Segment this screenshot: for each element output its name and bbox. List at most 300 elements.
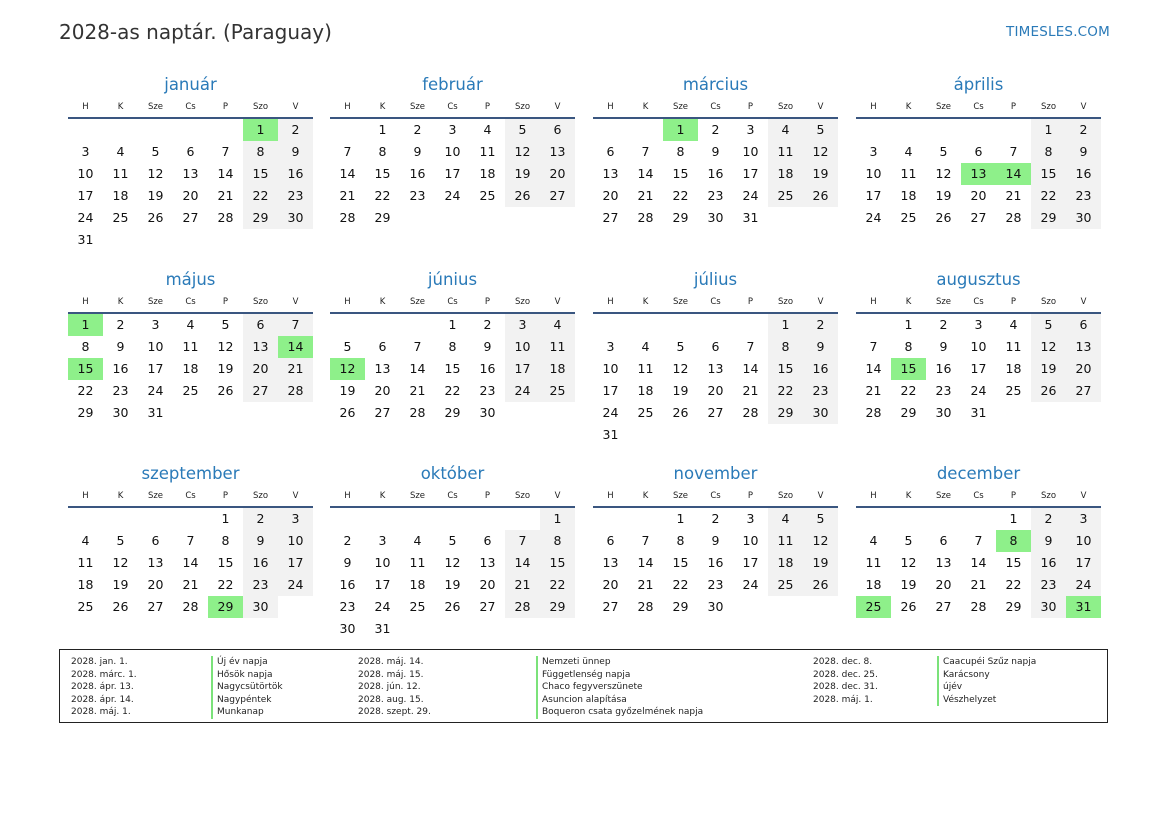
- day-cell: 25: [182, 383, 199, 398]
- day-cell: 30: [707, 210, 724, 225]
- week-row: [330, 574, 575, 596]
- legend-holiday-name: Új év napja: [211, 656, 283, 669]
- day-cell: 11: [1005, 339, 1022, 354]
- weekday-label: H: [82, 491, 89, 501]
- weekday-label: K: [642, 491, 649, 501]
- day-cell: 15: [768, 358, 803, 380]
- empty-cell: [768, 207, 803, 229]
- day-cell: 13: [707, 361, 724, 376]
- day-cell: 29: [243, 207, 278, 229]
- weekday-label: K: [379, 102, 386, 112]
- day-cell: 15: [540, 552, 575, 574]
- day-cell: 16: [409, 166, 426, 181]
- month-október: [330, 463, 575, 640]
- day-cell: 28: [505, 596, 540, 618]
- day-cell: 24: [505, 380, 540, 402]
- month-február: [330, 74, 575, 229]
- day-cell: 17: [742, 166, 759, 181]
- day-cell: 4: [768, 119, 803, 141]
- empty-cell: [891, 508, 926, 530]
- weekday-label: K: [905, 297, 912, 307]
- day-cell: 4: [81, 533, 90, 548]
- day-cell: 21: [865, 383, 882, 398]
- day-cell: 25: [77, 599, 94, 614]
- month-title: október: [420, 464, 485, 483]
- week-row: [68, 530, 313, 552]
- legend-date: 2028. máj. 14.: [358, 657, 424, 667]
- day-cell: 5: [939, 144, 948, 159]
- month-november: [593, 463, 838, 618]
- day-cell: 7: [641, 533, 650, 548]
- day-cell: 17: [444, 166, 461, 181]
- empty-cell: [173, 119, 208, 141]
- week-row: [856, 402, 1101, 424]
- day-cell: 23: [243, 574, 278, 596]
- day-cell: 19: [112, 577, 129, 592]
- day-cell: 20: [707, 383, 724, 398]
- day-cell: 8: [243, 141, 278, 163]
- empty-cell: [243, 402, 278, 424]
- day-cell: 22: [672, 188, 689, 203]
- empty-cell: [330, 314, 365, 336]
- empty-cell: [856, 314, 891, 336]
- day-cell: 10: [278, 530, 313, 552]
- day-cell: 30: [278, 207, 313, 229]
- holiday-day-cell: 8: [996, 530, 1031, 552]
- legend-dates-col-1: [71, 656, 137, 719]
- weekday-label: Cs: [710, 491, 721, 501]
- day-cell: 27: [243, 380, 278, 402]
- weekday-label: H: [607, 491, 614, 501]
- weekday-header: [593, 98, 838, 119]
- empty-cell: [173, 229, 208, 251]
- month-title: szeptember: [141, 464, 240, 483]
- empty-cell: [593, 314, 628, 336]
- week-row: [856, 119, 1101, 141]
- day-cell: 20: [602, 577, 619, 592]
- day-cell: 17: [602, 383, 619, 398]
- day-cell: 9: [1031, 530, 1066, 552]
- empty-cell: [435, 508, 470, 530]
- empty-cell: [803, 207, 838, 229]
- legend-date: 2028. dec. 8.: [813, 657, 873, 667]
- day-cell: 10: [1066, 530, 1101, 552]
- empty-cell: [400, 207, 435, 229]
- day-cell: 22: [217, 577, 234, 592]
- month-title: augusztus: [936, 270, 1021, 289]
- day-cell: 21: [217, 188, 234, 203]
- day-cell: 3: [505, 314, 540, 336]
- weekday-label: K: [642, 102, 649, 112]
- month-title: november: [673, 464, 758, 483]
- day-cell: 28: [637, 210, 654, 225]
- week-row: [856, 508, 1101, 530]
- empty-cell: [856, 508, 891, 530]
- weekday-label: Cs: [185, 297, 196, 307]
- day-cell: 16: [243, 552, 278, 574]
- weekday-label: P: [1010, 491, 1017, 501]
- empty-cell: [698, 424, 733, 446]
- day-cell: 28: [339, 210, 356, 225]
- holiday-legend: [59, 649, 1108, 723]
- weekday-label: K: [379, 297, 386, 307]
- day-cell: 22: [444, 383, 461, 398]
- brand-link[interactable]: TIMESLES.COM: [1006, 24, 1110, 40]
- week-row: [593, 574, 838, 596]
- day-cell: 3: [448, 122, 457, 137]
- day-cell: 19: [444, 577, 461, 592]
- day-cell: 13: [479, 555, 496, 570]
- day-cell: 23: [1066, 185, 1101, 207]
- legend-holiday-name: Nemzeti ünnep: [536, 656, 703, 669]
- legend-holiday-name: újév: [937, 681, 1036, 694]
- weekday-label: Szo: [252, 102, 269, 112]
- day-cell: 11: [900, 166, 917, 181]
- day-cell: 29: [900, 405, 917, 420]
- day-cell: 21: [970, 577, 987, 592]
- day-cell: 11: [768, 530, 803, 552]
- day-cell: 19: [1031, 358, 1066, 380]
- empty-cell: [803, 424, 838, 446]
- day-cell: 21: [637, 188, 654, 203]
- day-cell: 26: [900, 599, 917, 614]
- weekday-label: P: [747, 102, 754, 112]
- day-cell: 18: [768, 552, 803, 574]
- day-cell: 1: [540, 508, 575, 530]
- day-cell: 5: [343, 339, 352, 354]
- day-cell: 7: [974, 533, 983, 548]
- empty-cell: [470, 618, 505, 640]
- legend-holiday-name: Boqueron csata győzelmének napja: [536, 706, 703, 719]
- weekday-label: H: [344, 297, 351, 307]
- legend-date: 2028. ápr. 14.: [71, 694, 134, 705]
- day-cell: 2: [711, 122, 720, 137]
- day-cell: 12: [803, 530, 838, 552]
- day-cell: 14: [637, 166, 654, 181]
- day-cell: 14: [217, 166, 234, 181]
- day-cell: 27: [540, 185, 575, 207]
- week-row: [593, 185, 838, 207]
- day-cell: 14: [182, 555, 199, 570]
- day-cell: 25: [479, 188, 496, 203]
- week-row: [330, 596, 575, 618]
- day-cell: 15: [1005, 555, 1022, 570]
- day-cell: 29: [672, 599, 689, 614]
- empty-cell: [593, 119, 628, 141]
- day-cell: 31: [602, 427, 619, 442]
- day-cell: 21: [339, 188, 356, 203]
- month-title: április: [953, 75, 1004, 94]
- day-cell: 16: [112, 361, 129, 376]
- day-cell: 30: [1031, 596, 1066, 618]
- day-cell: 16: [707, 166, 724, 181]
- week-row: [593, 424, 838, 446]
- day-cell: 10: [865, 166, 882, 181]
- month-december: [856, 463, 1101, 618]
- day-cell: 19: [672, 383, 689, 398]
- day-cell: 2: [116, 317, 125, 332]
- weekday-label: Sze: [147, 491, 164, 501]
- weekday-label: V: [292, 297, 299, 307]
- day-cell: 19: [935, 188, 952, 203]
- day-cell: 9: [278, 141, 313, 163]
- day-cell: 21: [637, 577, 654, 592]
- weekday-label: V: [1080, 102, 1087, 112]
- empty-cell: [400, 508, 435, 530]
- weekday-label: Szo: [514, 297, 531, 307]
- day-cell: 17: [147, 361, 164, 376]
- day-cell: 9: [711, 533, 720, 548]
- empty-cell: [733, 596, 768, 618]
- holiday-day-cell: 25: [856, 596, 891, 618]
- day-cell: 3: [606, 339, 615, 354]
- day-cell: 5: [151, 144, 160, 159]
- empty-cell: [540, 207, 575, 229]
- day-cell: 10: [444, 144, 461, 159]
- day-cell: 31: [147, 405, 164, 420]
- empty-cell: [68, 508, 103, 530]
- day-cell: 20: [374, 383, 391, 398]
- day-cell: 24: [602, 405, 619, 420]
- day-cell: 6: [974, 144, 983, 159]
- empty-cell: [68, 119, 103, 141]
- day-cell: 22: [540, 574, 575, 596]
- day-cell: 4: [768, 508, 803, 530]
- day-cell: 7: [278, 314, 313, 336]
- day-cell: 11: [540, 336, 575, 358]
- weekday-header: [856, 98, 1101, 119]
- empty-cell: [330, 508, 365, 530]
- weekday-label: K: [117, 491, 124, 501]
- weekday-label: Szo: [252, 297, 269, 307]
- day-cell: 29: [1031, 207, 1066, 229]
- week-row: [330, 380, 575, 402]
- day-cell: 12: [147, 166, 164, 181]
- day-cell: 24: [278, 574, 313, 596]
- week-row: [593, 530, 838, 552]
- weekday-label: Szo: [514, 102, 531, 112]
- legend-holiday-name: Karácsony: [937, 669, 1036, 682]
- day-cell: 28: [865, 405, 882, 420]
- day-cell: 7: [746, 339, 755, 354]
- day-cell: 4: [904, 144, 913, 159]
- week-row: [68, 508, 313, 530]
- day-cell: 25: [768, 574, 803, 596]
- month-title: július: [693, 270, 738, 289]
- weekday-label: P: [1010, 297, 1017, 307]
- day-cell: 23: [803, 380, 838, 402]
- week-row: [856, 552, 1101, 574]
- weekday-label: P: [747, 491, 754, 501]
- day-cell: 13: [147, 555, 164, 570]
- week-row: [68, 596, 313, 618]
- month-augusztus: [856, 269, 1101, 424]
- day-cell: 19: [803, 163, 838, 185]
- day-cell: 13: [243, 336, 278, 358]
- day-cell: 21: [182, 577, 199, 592]
- weekday-label: Cs: [185, 491, 196, 501]
- day-cell: 21: [1005, 188, 1022, 203]
- week-row: [68, 207, 313, 229]
- day-cell: 29: [444, 405, 461, 420]
- holiday-day-cell: 12: [330, 358, 365, 380]
- weekday-label: Cs: [185, 102, 196, 112]
- day-cell: 18: [637, 383, 654, 398]
- weekday-label: Sze: [409, 297, 426, 307]
- weekday-label: Sze: [935, 297, 952, 307]
- weekday-label: P: [1010, 102, 1017, 112]
- day-cell: 19: [803, 552, 838, 574]
- day-cell: 8: [676, 533, 685, 548]
- week-row: [68, 119, 313, 141]
- day-cell: 17: [742, 555, 759, 570]
- weekday-header: [68, 293, 313, 314]
- day-cell: 15: [1031, 163, 1066, 185]
- empty-cell: [365, 508, 400, 530]
- day-cell: 7: [221, 144, 230, 159]
- week-row: [593, 552, 838, 574]
- weekday-label: H: [870, 297, 877, 307]
- weekday-label: P: [484, 491, 491, 501]
- empty-cell: [103, 508, 138, 530]
- day-cell: 25: [1005, 383, 1022, 398]
- day-cell: 13: [602, 555, 619, 570]
- day-cell: 12: [672, 361, 689, 376]
- day-cell: 20: [1066, 358, 1101, 380]
- week-row: [330, 163, 575, 185]
- day-cell: 9: [483, 339, 492, 354]
- day-cell: 18: [112, 188, 129, 203]
- weekday-label: Szo: [777, 491, 794, 501]
- day-cell: 27: [602, 599, 619, 614]
- weekday-label: Szo: [1040, 102, 1057, 112]
- empty-cell: [1031, 402, 1066, 424]
- weekday-label: Szo: [252, 491, 269, 501]
- day-cell: 18: [409, 577, 426, 592]
- week-row: [856, 530, 1101, 552]
- weekday-label: H: [82, 102, 89, 112]
- day-cell: 10: [602, 361, 619, 376]
- day-cell: 13: [1066, 336, 1101, 358]
- day-cell: 24: [1066, 574, 1101, 596]
- day-cell: 7: [505, 530, 540, 552]
- week-row: [330, 119, 575, 141]
- day-cell: 10: [374, 555, 391, 570]
- legend-dates-col-3: [813, 656, 878, 706]
- day-cell: 26: [935, 210, 952, 225]
- empty-cell: [435, 618, 470, 640]
- day-cell: 22: [374, 188, 391, 203]
- empty-cell: [278, 229, 313, 251]
- day-cell: 11: [768, 141, 803, 163]
- weekday-label: P: [747, 297, 754, 307]
- week-row: [856, 163, 1101, 185]
- day-cell: 26: [1031, 380, 1066, 402]
- week-row: [330, 185, 575, 207]
- empty-cell: [628, 424, 663, 446]
- weekday-label: Szo: [777, 102, 794, 112]
- legend-date: 2028. aug. 15.: [358, 694, 424, 705]
- weekday-header: [68, 98, 313, 119]
- week-row: [68, 552, 313, 574]
- day-cell: 25: [540, 380, 575, 402]
- empty-cell: [138, 229, 173, 251]
- day-cell: 28: [970, 599, 987, 614]
- day-cell: 23: [278, 185, 313, 207]
- day-cell: 6: [378, 339, 387, 354]
- week-row: [330, 552, 575, 574]
- day-cell: 25: [637, 405, 654, 420]
- day-cell: 12: [112, 555, 129, 570]
- day-cell: 17: [278, 552, 313, 574]
- day-cell: 1: [221, 511, 230, 526]
- legend-holiday-name: Nagypéntek: [211, 694, 283, 707]
- empty-cell: [138, 119, 173, 141]
- day-cell: 22: [77, 383, 94, 398]
- day-cell: 14: [970, 555, 987, 570]
- weekday-header: [856, 293, 1101, 314]
- empty-cell: [103, 119, 138, 141]
- day-cell: 10: [147, 339, 164, 354]
- day-cell: 24: [444, 188, 461, 203]
- empty-cell: [891, 119, 926, 141]
- week-row: [330, 508, 575, 530]
- day-cell: 18: [77, 577, 94, 592]
- day-cell: 13: [182, 166, 199, 181]
- day-cell: 2: [1066, 119, 1101, 141]
- day-cell: 8: [81, 339, 90, 354]
- day-cell: 16: [339, 577, 356, 592]
- day-cell: 6: [186, 144, 195, 159]
- day-cell: 9: [413, 144, 422, 159]
- day-cell: 23: [1031, 574, 1066, 596]
- legend-date: 2028. máj. 1.: [71, 707, 131, 718]
- day-cell: 15: [374, 166, 391, 181]
- week-row: [68, 185, 313, 207]
- day-cell: 18: [865, 577, 882, 592]
- day-cell: 2: [483, 317, 492, 332]
- empty-cell: [628, 508, 663, 530]
- weekday-label: K: [117, 102, 124, 112]
- weekday-label: H: [607, 297, 614, 307]
- weekday-label: V: [817, 297, 824, 307]
- weekday-label: P: [222, 491, 229, 501]
- weekday-label: H: [344, 102, 351, 112]
- day-cell: 11: [409, 555, 426, 570]
- day-cell: 29: [374, 210, 391, 225]
- day-cell: 12: [217, 339, 234, 354]
- day-cell: 2: [939, 317, 948, 332]
- day-cell: 24: [970, 383, 987, 398]
- day-cell: 30: [935, 405, 952, 420]
- day-cell: 3: [746, 511, 755, 526]
- empty-cell: [138, 508, 173, 530]
- weekday-label: Sze: [672, 297, 689, 307]
- day-cell: 16: [278, 163, 313, 185]
- day-cell: 24: [374, 599, 391, 614]
- weekday-label: Cs: [447, 102, 458, 112]
- legend-date: 2028. máj. 15.: [358, 669, 424, 680]
- month-szeptember: [68, 463, 313, 618]
- week-row: [856, 358, 1101, 380]
- empty-cell: [505, 402, 540, 424]
- day-cell: 27: [182, 210, 199, 225]
- day-cell: 18: [900, 188, 917, 203]
- day-cell: 16: [1031, 552, 1066, 574]
- day-cell: 21: [505, 574, 540, 596]
- day-cell: 27: [374, 405, 391, 420]
- day-cell: 3: [378, 533, 387, 548]
